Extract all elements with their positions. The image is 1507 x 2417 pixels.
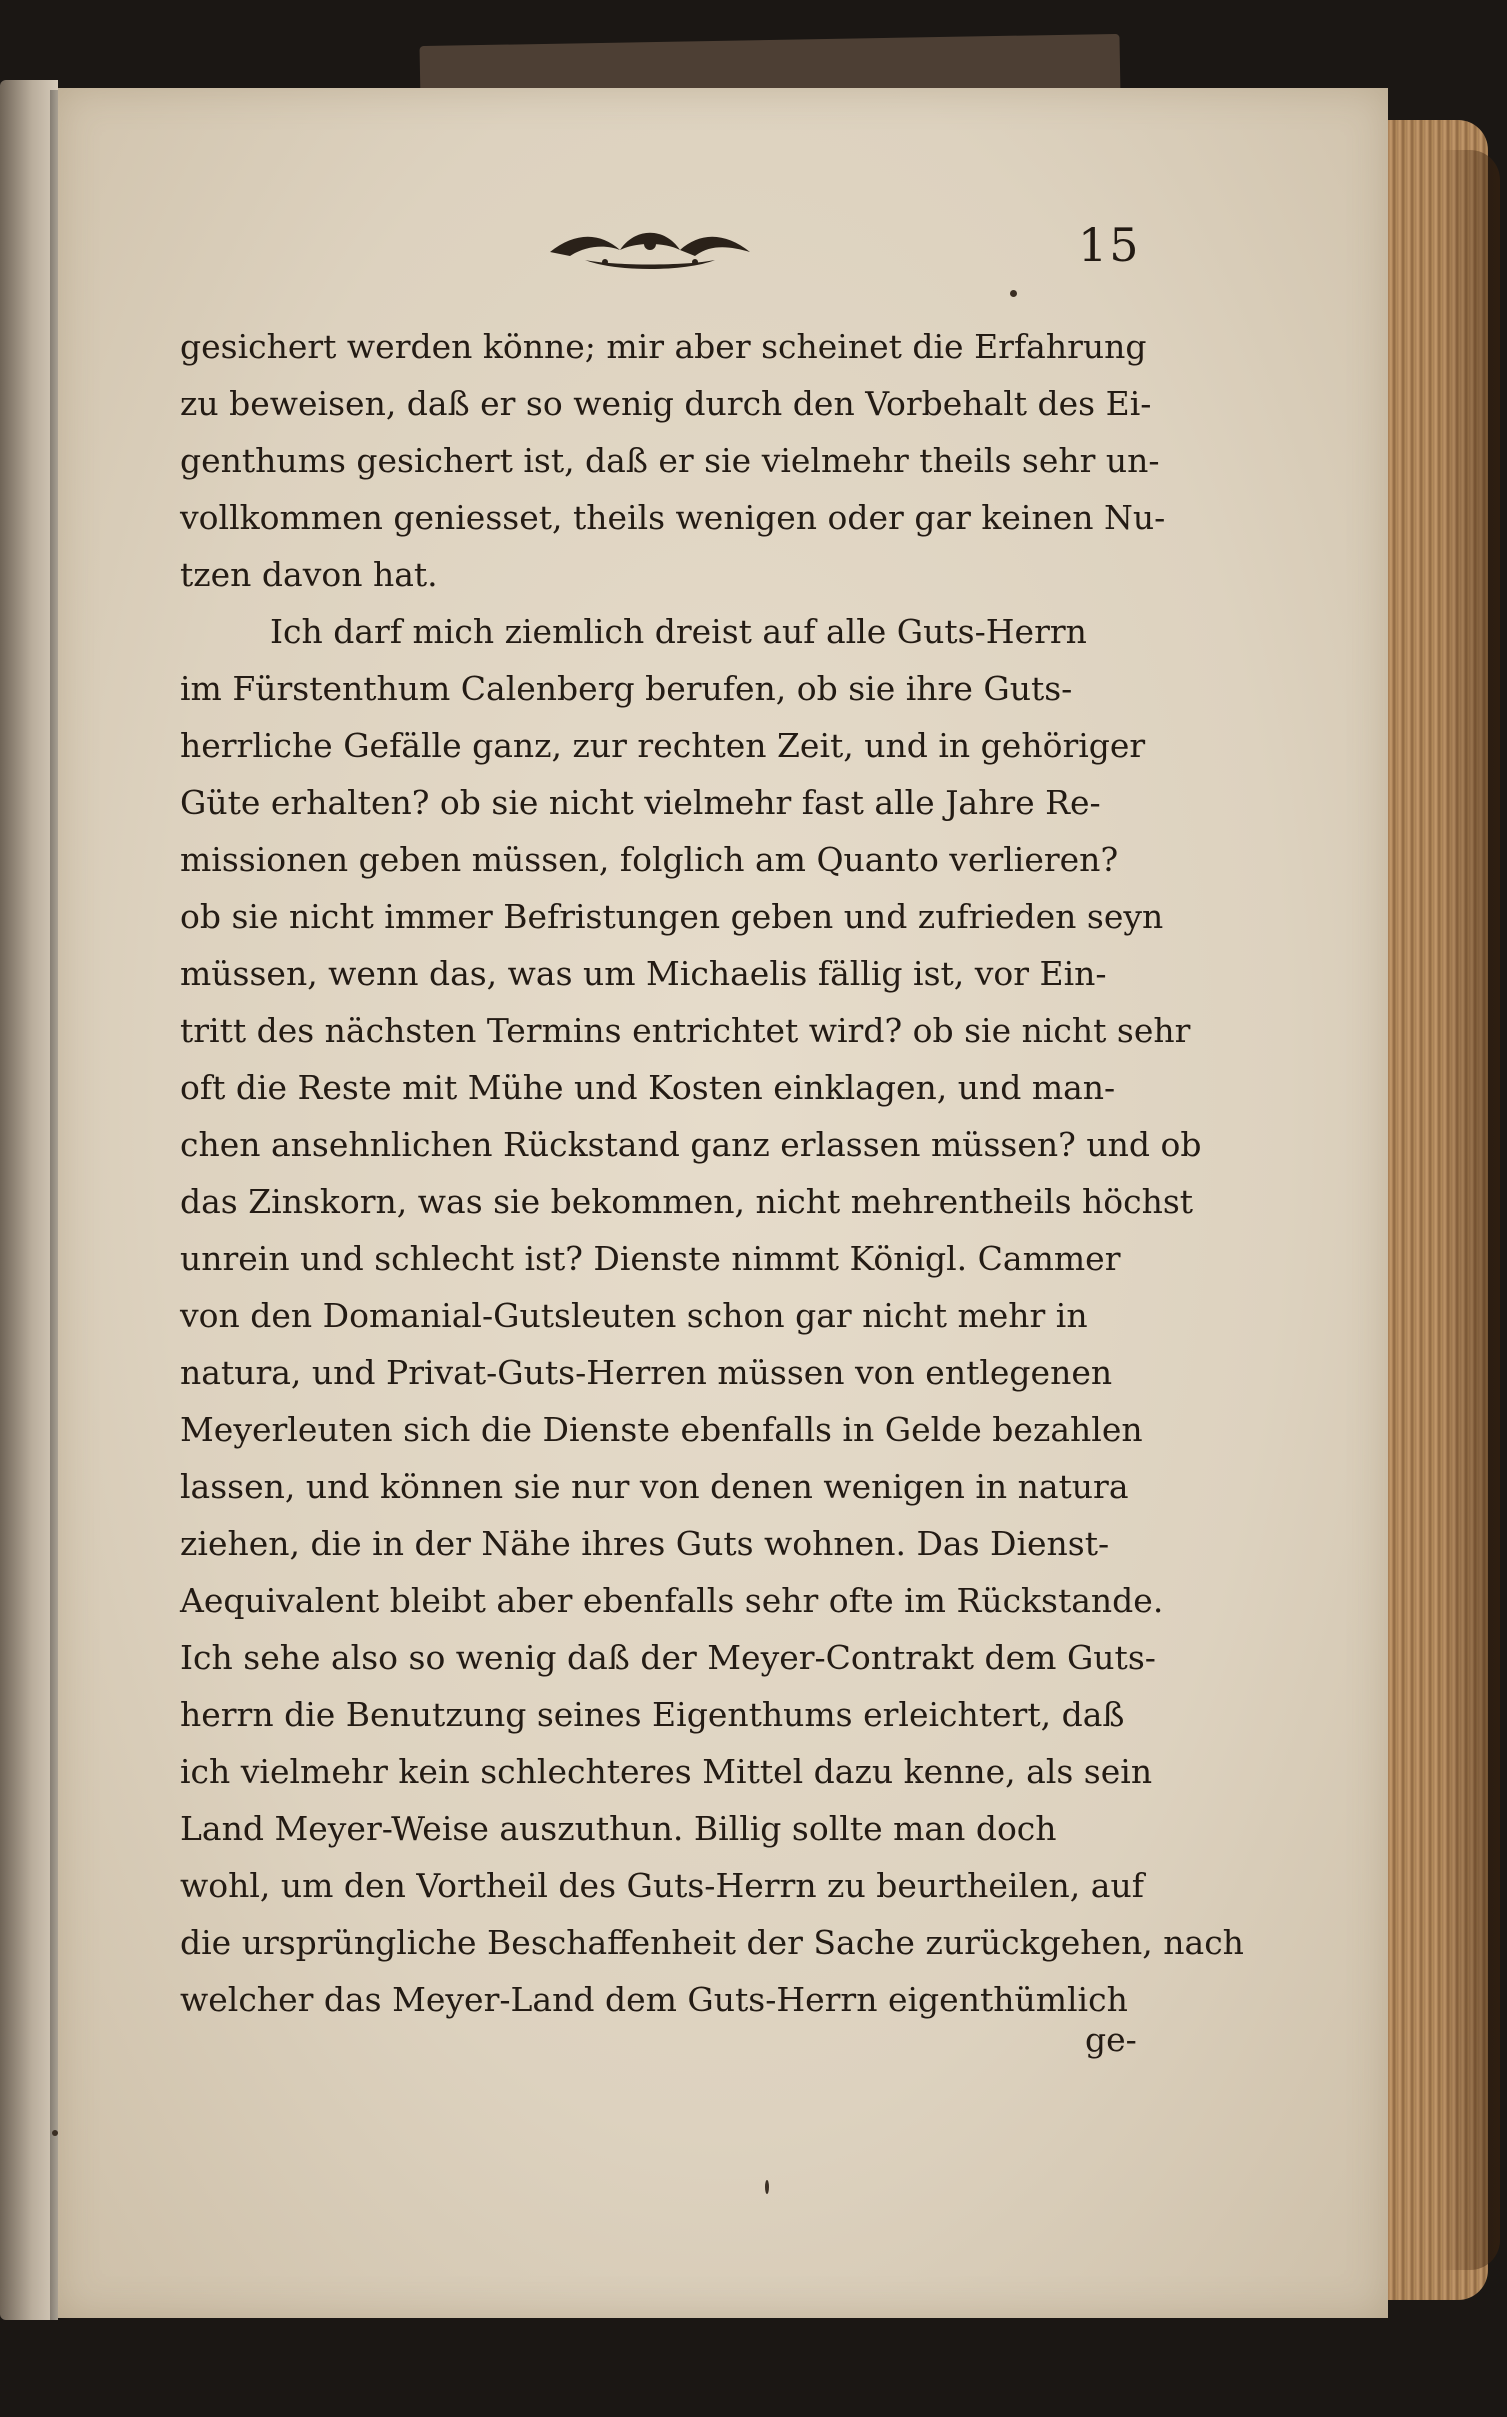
text-line: zu beweisen, daß er so wenig durch den Vorbehalt des Ei- (180, 384, 1152, 423)
text-line: tzen davon hat. (180, 555, 438, 594)
page-number: 15 (1078, 218, 1141, 272)
text-line: Land Meyer-Weise auszuthun. Billig sollte man doch (180, 1809, 1057, 1848)
text-line: herrliche Gefälle ganz, zur rechten Zeit, und in gehöriger (180, 726, 1146, 765)
text-line: oft die Reste mit Mühe und Kosten einklagen, und man- (180, 1068, 1116, 1107)
text-line: welcher das Meyer-Land dem Guts-Herrn eigenthümlich (180, 1980, 1128, 2019)
text-line: das Zinskorn, was sie bekommen, nicht mehrentheils höchst (180, 1182, 1194, 1221)
text-line: herrn die Benutzung seines Eigenthums erleichtert, daß (180, 1695, 1125, 1734)
text-line: ich vielmehr kein schlechteres Mittel dazu kenne, als sein (180, 1752, 1153, 1791)
text-line: ob sie nicht immer Befristungen geben und zufrieden seyn (180, 897, 1164, 936)
ink-speck (765, 2180, 769, 2194)
text-line: missionen geben müssen, folglich am Quanto verlieren? (180, 840, 1119, 879)
body-text (180, 318, 1244, 2028)
ink-speck (1010, 290, 1017, 297)
text-line: müssen, wenn das, was um Michaelis fällig ist, vor Ein- (180, 954, 1107, 993)
text-line: tritt des nächsten Termins entrichtet wird? ob sie nicht sehr (180, 1011, 1191, 1050)
text-line: Ich sehe also so wenig daß der Meyer-Contrakt dem Guts- (180, 1638, 1156, 1677)
text-line: genthums gesichert ist, daß er sie vielmehr theils sehr un- (180, 441, 1160, 480)
text-line: ziehen, die in der Nähe ihres Guts wohnen. Das Dienst- (180, 1524, 1110, 1563)
text-line: wohl, um den Vortheil des Guts-Herrn zu beurtheilen, auf (180, 1866, 1144, 1905)
text-line: Aequivalent bleibt aber ebenfalls sehr ofte im Rückstande. (180, 1581, 1164, 1620)
text-line: vollkommen geniesset, theils wenigen oder gar keinen Nu- (180, 498, 1166, 537)
text-line: chen ansehnlichen Rückstand ganz erlassen müssen? und ob (180, 1125, 1202, 1164)
text-line: lassen, und können sie nur von denen wenigen in natura (180, 1467, 1129, 1506)
catchword: ge- (1085, 2020, 1137, 2059)
text-line: von den Domanial-Gutsleuten schon gar nicht mehr in (180, 1296, 1088, 1335)
text-line: unrein und schlecht ist? Dienste nimmt Königl. Cammer (180, 1239, 1121, 1278)
text-line: gesichert werden könne; mir aber scheinet die Erfahrung (180, 327, 1147, 366)
paragraph-start-line: Ich darf mich ziemlich dreist auf alle Guts-Herrn (270, 612, 1087, 651)
text-line: Güte erhalten? ob sie nicht vielmehr fast alle Jahre Re- (180, 783, 1101, 822)
text-line: natura, und Privat-Guts-Herren müssen von entlegenen (180, 1353, 1113, 1392)
text-line: im Fürstenthum Calenberg berufen, ob sie ihre Guts- (180, 669, 1073, 708)
text-line: Meyerleuten sich die Dienste ebenfalls in Gelde bezahlen (180, 1410, 1143, 1449)
page-edges-shadow (1440, 150, 1500, 2270)
text-line: die ursprüngliche Beschaffenheit der Sache zurückgehen, nach (180, 1923, 1244, 1962)
printers-ornament-icon (545, 222, 755, 278)
ink-speck (52, 2130, 58, 2136)
